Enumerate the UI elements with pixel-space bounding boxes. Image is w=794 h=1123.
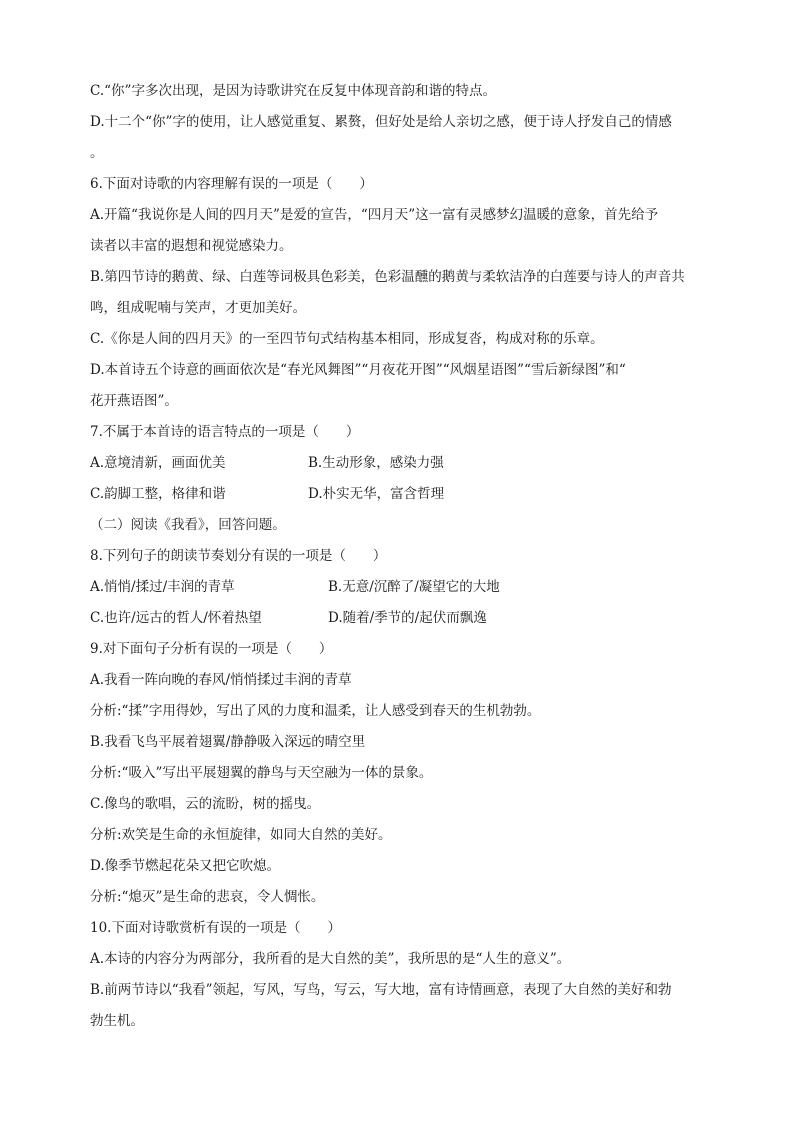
text-line: D.本首诗五个诗意的画面依次是“春光风舞图”“月夜花开图”“风烟星语图”“雪后新绿图”和“ [90, 362, 626, 378]
option-text: C.也许/远古的哲人/怀着热望 [90, 610, 262, 626]
option-text: B.生动形象，感染力强 [308, 455, 444, 471]
text-line: D.十二个“你”字的使用，让人感觉重复、累赘，但好处是给人亲切之感，便于诗人抒发自己的情感 [90, 114, 672, 130]
option-text: D.朴实无华，富含哲理 [308, 486, 445, 502]
text-line: 。 [90, 145, 104, 161]
text-line: A.本诗的内容分为两部分，我所看的是大自然的美”，我所思的是“人生的意义”。 [90, 951, 571, 967]
text-line: C.像鸟的歌唱，云的流盼，树的摇曳。 [90, 796, 321, 812]
option-row [90, 481, 715, 507]
text-line: C.《你是人间的四月天》的一至四节句式结构基本相同，形成复沓，构成对称的乐章。 [90, 331, 604, 347]
text-line: 分析:“吸入”写出平展翅翼的静鸟与天空融为一体的景象。 [90, 765, 433, 781]
option-row [90, 605, 715, 631]
option-row [90, 450, 715, 476]
text-line: 6.下面对诗歌的内容理解有误的一项是（ ） [90, 176, 373, 192]
text-line: 分析:“揉”字用得妙，写出了风的力度和温柔，让人感受到春天的生机勃勃。 [90, 703, 541, 719]
text-line: 鸣，组成呢喃与笑声，才更加美好。 [90, 300, 306, 316]
option-text: C.韵脚工整，格律和谐 [90, 486, 226, 502]
text-line: 勃生机。 [90, 1013, 144, 1029]
text-line: D.像季节燃起花朵又把它吹熄。 [90, 858, 281, 874]
text-line: 分析:“熄灭”是生命的悲哀，令人惆怅。 [90, 889, 325, 905]
text-line: （二）阅读《我看》，回答问题。 [90, 517, 286, 533]
text-line: 分析:欢笑是生命的永恒旋律，如同大自然的美好。 [90, 827, 392, 843]
text-line: B.我看飞鸟平展着翅翼/静静吸入深远的晴空里 [90, 734, 366, 750]
text-line: 读者以丰富的遐想和视觉感染力。 [90, 238, 293, 254]
text-line: B.前两节诗以“我看”领起，写风，写鸟，写云，写大地，富有诗情画意，表现了大自然的美好和勃 [90, 982, 672, 998]
text-line: 7.不属于本首诗的语言特点的一项是（ ） [90, 424, 360, 440]
text-line: C.“你”字多次出现，是因为诗歌讲究在反复中体现音韵和谐的特点。 [90, 83, 496, 99]
option-text: B.无意/沉醉了/凝望它的大地 [328, 579, 500, 595]
text-line: 9.对下面句子分析有误的一项是（ ） [90, 641, 333, 657]
option-text: A.悄悄/揉过/丰润的青草 [90, 579, 235, 595]
text-line: 10.下面对诗歌赏析有误的一项是（ ） [90, 920, 341, 936]
text-line: B.第四节诗的鹅黄、绿、白莲等词极具色彩美，色彩温醺的鹅黄与柔软洁净的白莲要与诗人的声音共 [90, 269, 685, 285]
document-body [90, 78, 715, 1039]
text-line: A.我看一阵向晚的春风/悄悄揉过丰润的青草 [90, 672, 352, 688]
option-row [90, 574, 715, 600]
text-line: 8.下列句子的朗读节奏划分有误的一项是（ ） [90, 548, 387, 564]
text-line: 花开燕语图”。 [90, 393, 178, 409]
option-text: A.意境清新，画面优美 [90, 455, 226, 471]
option-text: D.随着/季节的/起伏而飘逸 [328, 610, 487, 626]
text-line: A.开篇“我说你是人间的四月天”是爱的宣告，“四月天”这一富有灵感梦幻温暖的意象，首先给予 [90, 207, 659, 223]
